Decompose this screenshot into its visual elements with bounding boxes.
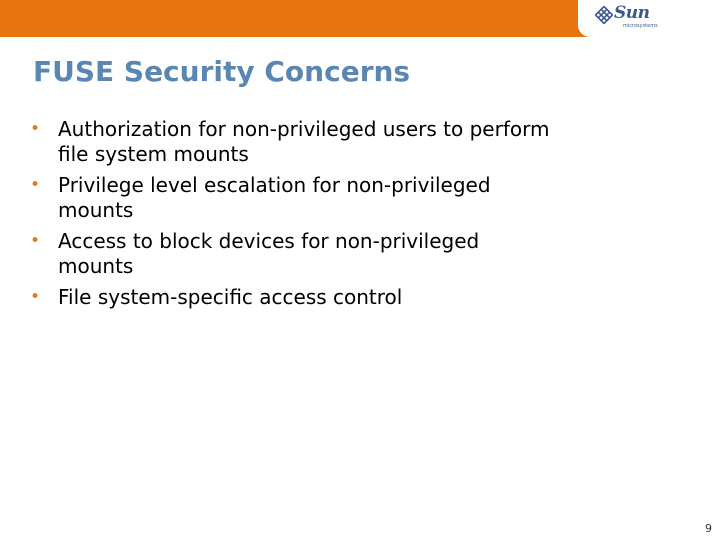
bullet-list xyxy=(30,117,550,316)
bullet-item xyxy=(30,229,550,279)
bullet-icon: • xyxy=(30,175,41,195)
bullet-text: Authorization for non-privileged users to perform file system mounts xyxy=(58,117,550,166)
bullet-item xyxy=(30,285,550,310)
bullet-text: Access to block devices for non-privileged mounts xyxy=(58,229,480,278)
bullet-icon: • xyxy=(30,231,41,251)
logo-subtext: microsystems xyxy=(623,23,658,29)
logo-wordmark: Sun xyxy=(614,3,650,23)
bullet-item xyxy=(30,173,550,223)
bullet-text: Privilege level escalation for non-privileged mounts xyxy=(58,173,491,222)
slide-title: FUSE Security Concerns xyxy=(33,55,411,88)
bullet-item xyxy=(30,117,550,167)
sun-logo-diamond-icon xyxy=(595,6,613,24)
bullet-icon: • xyxy=(30,119,41,139)
bullet-icon: • xyxy=(30,287,41,307)
page-number: 9 xyxy=(705,522,712,535)
header-bar xyxy=(0,0,728,37)
bullet-text: File system-specific access control xyxy=(58,285,403,309)
sun-logo xyxy=(578,0,728,37)
